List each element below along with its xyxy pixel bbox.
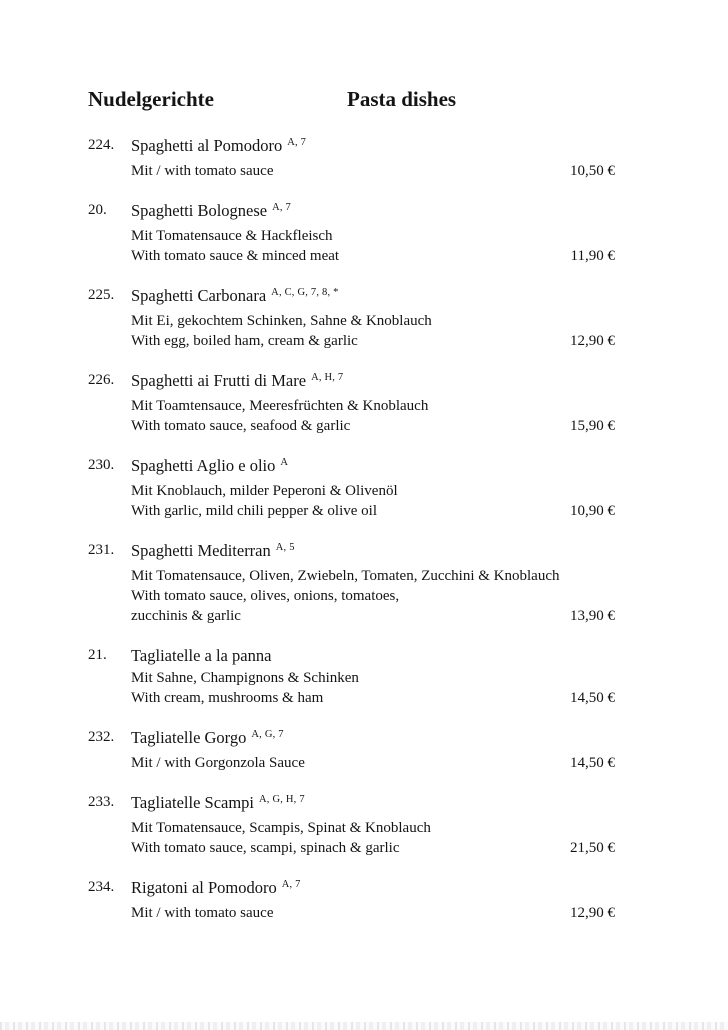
- item-description-text: Mit / with tomato sauce: [131, 163, 274, 179]
- item-name-line: [131, 643, 615, 668]
- item-number: 234.: [88, 879, 115, 895]
- scan-artifact-bottom-edge: [0, 1022, 728, 1030]
- item-name: Spaghetti Aglio e olio: [131, 456, 276, 475]
- item-description-line: [131, 606, 615, 626]
- item-description-text: With egg, boiled ham, cream & garlic: [131, 333, 358, 349]
- item-allergen-codes: A: [280, 457, 289, 468]
- item-name-line: [131, 453, 615, 481]
- item-price: 13,90 €: [570, 608, 615, 624]
- item-description-line: [131, 566, 615, 586]
- item-number: 20.: [88, 202, 107, 218]
- item-price: 15,90 €: [570, 418, 615, 434]
- item-body: [131, 538, 615, 626]
- item-allergen-codes: A, 7: [287, 137, 307, 148]
- item-name-line: [131, 368, 615, 396]
- item-body: [131, 643, 615, 708]
- item-description-line: [131, 331, 615, 351]
- item-name: Spaghetti ai Frutti di Mare: [131, 371, 307, 390]
- item-description-text: zucchinis & garlic: [131, 608, 241, 624]
- item-description-text: With cream, mushrooms & ham: [131, 690, 324, 706]
- item-name-line: [131, 790, 615, 818]
- item-description-line: [131, 161, 615, 181]
- item-body: [131, 453, 615, 521]
- item-name: Spaghetti Carbonara: [131, 286, 267, 305]
- item-allergen-codes: A, 5: [275, 542, 295, 553]
- item-price: 10,90 €: [570, 503, 615, 519]
- item-allergen-codes: A, C, G, 7, 8, *: [271, 287, 339, 298]
- item-name-line: [131, 538, 615, 566]
- item-description-text: Mit Sahne, Champignons & Schinken: [131, 670, 359, 686]
- item-name: Tagliatelle Scampi: [131, 793, 255, 812]
- menu-item: [88, 133, 615, 181]
- item-allergen-codes: A, 7: [281, 879, 301, 890]
- item-name-line: [131, 198, 615, 226]
- menu-content: [88, 86, 615, 940]
- item-name-line: [131, 725, 615, 753]
- item-description-line: [131, 818, 615, 838]
- item-description-line: [131, 416, 615, 436]
- item-number: 230.: [88, 457, 115, 473]
- section-heading-german: Nudelgerichte: [88, 87, 214, 111]
- menu-item: [88, 453, 615, 521]
- item-name: Spaghetti Mediterran: [131, 541, 271, 560]
- menu-item: [88, 538, 615, 626]
- item-price: 14,50 €: [570, 690, 615, 706]
- item-name-line: [131, 283, 615, 311]
- item-allergen-codes: A, H, 7: [311, 372, 344, 383]
- item-description-text: Mit Tomatensauce & Hackfleisch: [131, 228, 333, 244]
- item-price: 21,50 €: [570, 840, 615, 856]
- item-name: Spaghetti al Pomodoro: [131, 136, 283, 155]
- item-number: 226.: [88, 372, 115, 388]
- section-heading-row: [88, 86, 615, 113]
- item-description-text: Mit Tomatensauce, Scampis, Spinat & Knoblauch: [131, 820, 431, 836]
- item-allergen-codes: A, G, 7: [251, 729, 284, 740]
- item-description-line: [131, 396, 615, 416]
- item-number: 224.: [88, 137, 115, 153]
- item-number: 225.: [88, 287, 115, 303]
- item-description-text: With tomato sauce, scampi, spinach & garlic: [131, 840, 400, 856]
- item-description-text: Mit / with tomato sauce: [131, 905, 274, 921]
- item-description-line: [131, 688, 615, 708]
- item-price: 12,90 €: [570, 905, 615, 921]
- item-body: [131, 875, 615, 923]
- menu-item: [88, 643, 615, 708]
- item-name: Tagliatelle a la panna: [131, 646, 272, 665]
- item-name-line: [131, 875, 615, 903]
- item-price: 10,50 €: [570, 163, 615, 179]
- item-body: [131, 133, 615, 181]
- item-allergen-codes: A, G, H, 7: [259, 794, 305, 805]
- item-description-text: Mit Knoblauch, milder Peperoni & Olivenöl: [131, 483, 398, 499]
- item-description-line: [131, 501, 615, 521]
- item-description-line: [131, 311, 615, 331]
- item-body: [131, 790, 615, 858]
- item-price: 14,50 €: [570, 755, 615, 771]
- item-description-line: [131, 903, 615, 923]
- item-description-text: With garlic, mild chili pepper & olive oil: [131, 503, 378, 519]
- item-description-line: [131, 838, 615, 858]
- item-body: [131, 368, 615, 436]
- menu-item: [88, 198, 615, 266]
- item-name: Tagliatelle Gorgo: [131, 728, 247, 747]
- item-description-text: With tomato sauce, seafood & garlic: [131, 418, 351, 434]
- item-description-text: With tomato sauce, olives, onions, tomatoes,: [131, 588, 400, 604]
- menu-items-list: [88, 133, 615, 923]
- item-name-line: [131, 133, 615, 161]
- item-description-text: Mit Tomatensauce, Oliven, Zwiebeln, Tomaten, Zucchini & Knoblauch: [131, 568, 560, 584]
- item-price: 11,90 €: [570, 248, 615, 264]
- item-description-text: With tomato sauce & minced meat: [131, 248, 340, 264]
- item-description-line: [131, 753, 615, 773]
- item-description-line: [131, 246, 615, 266]
- item-description-line: [131, 226, 615, 246]
- menu-item: [88, 283, 615, 351]
- item-body: [131, 283, 615, 351]
- item-number: 232.: [88, 729, 115, 745]
- item-description-text: Mit / with Gorgonzola Sauce: [131, 755, 305, 771]
- item-number: 231.: [88, 542, 115, 558]
- section-heading-english: Pasta dishes: [347, 87, 457, 111]
- item-allergen-codes: A, 7: [272, 202, 291, 213]
- menu-item: [88, 725, 615, 773]
- menu-item: [88, 875, 615, 923]
- item-description-line: [131, 481, 615, 501]
- item-description-text: Mit Toamtensauce, Meeresfrüchten & Knoblauch: [131, 398, 429, 414]
- item-name: Rigatoni al Pomodoro: [131, 878, 277, 897]
- menu-item: [88, 790, 615, 858]
- item-body: [131, 725, 615, 773]
- item-number: 21.: [88, 647, 107, 663]
- menu-item: [88, 368, 615, 436]
- item-description-line: [131, 586, 615, 606]
- item-description-line: [131, 668, 615, 688]
- item-name: Spaghetti Bolognese: [131, 201, 268, 220]
- item-body: [131, 198, 615, 266]
- item-number: 233.: [88, 794, 115, 810]
- item-price: 12,90 €: [570, 333, 615, 349]
- item-description-text: Mit Ei, gekochtem Schinken, Sahne & Knoblauch: [131, 313, 432, 329]
